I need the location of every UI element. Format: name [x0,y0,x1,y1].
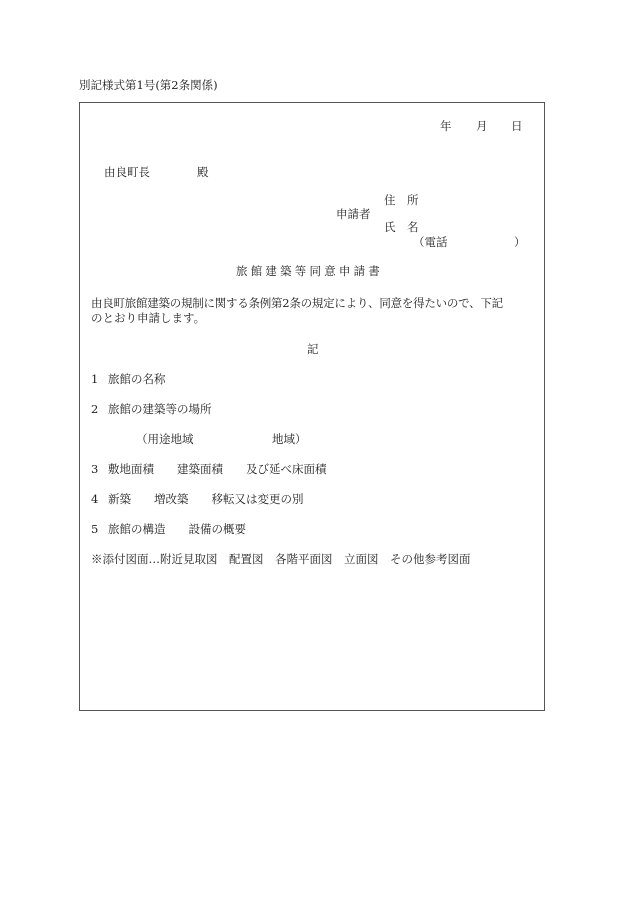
zoning-open: （用途地域 [136,432,194,446]
form-number: 別記様式第1号(第2条関係) [79,78,218,92]
addressee-name: 由良町長 [104,165,150,179]
applicant-label: 申請者 [336,207,371,221]
item-2-number: 2 [91,402,99,416]
item-5-text: 旅館の構造 設備の概要 [108,522,246,536]
item-4-text: 新築 増改築 移転又は変更の別 [108,492,304,506]
name-label: 氏 名 [384,220,419,234]
item-1-text: 旅館の名称 [108,372,166,386]
zoning-close: 地域） [272,432,307,446]
ki-heading: 記 [307,342,319,356]
document-title: 旅館建築等同意申請書 [236,264,383,278]
body-text-line1: 由良町旅館建築の規制に関する条例第2条の規定により、同意を得たいので、下記 [91,296,503,310]
item-5-number: 5 [91,522,99,536]
addressee-honorific: 殿 [197,165,209,179]
item-1-number: 1 [91,372,99,386]
address-label: 住 所 [384,193,419,207]
phone-close: ） [514,235,526,249]
item-4-number: 4 [91,492,99,506]
date-year: 年 [440,119,452,133]
item-3-number: 3 [91,462,99,476]
item-2-text: 旅館の建築等の場所 [108,402,212,416]
date-day: 日 [511,119,523,133]
date-month: 月 [476,119,488,133]
attachments-note: ※添付図面…附近見取図 配置図 各階平面図 立面図 その他参考図面 [91,552,471,566]
body-text-line2: のとおり申請します。 [91,311,206,325]
item-3-text: 敷地面積 建築面積 及び延べ床面積 [108,462,327,476]
phone-open: （電話 [413,235,448,249]
